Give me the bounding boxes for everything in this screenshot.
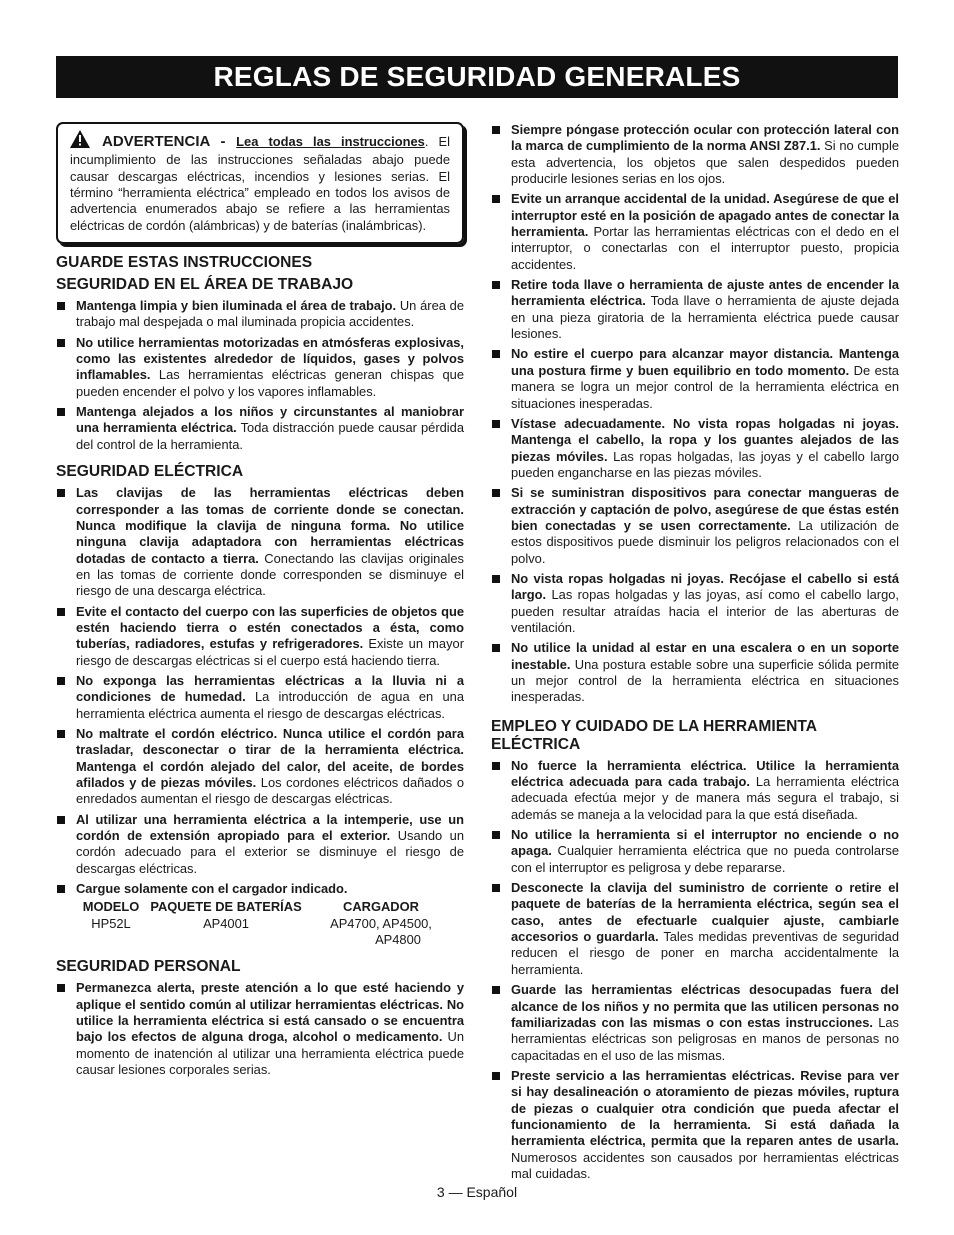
square-bullet-icon	[492, 831, 500, 839]
list-item	[491, 191, 899, 273]
item-text: La herramienta eléctrica adecuada efectúa mejor y de manera más segura el trabajo, si además se maneja a la velocidad para la que está diseñada.	[511, 774, 899, 822]
square-bullet-icon	[492, 986, 500, 994]
square-bullet-icon	[492, 762, 500, 770]
square-bullet-icon	[57, 302, 65, 310]
square-bullet-icon	[57, 339, 65, 347]
item-bold-text: No utilice la herramienta si el interruptor no enciende o no apaga.	[511, 827, 899, 859]
table-header-cell: PAQUETE DE BATERÍAS	[150, 899, 302, 915]
item-bold-text: Mantenga alejados a los niños y circunstantes al maniobrar una herramienta eléctrica.	[76, 404, 464, 436]
item-bold-text: No maltrate el cordón eléctrico. Nunca utilice el cordón para trasladar, desconectar o tirar de la herramienta eléctrica. Mantenga el cordón alejado del calor, del aceite, de bordes afilados y de piezas móviles.	[76, 725, 464, 790]
item-bold-text: No utilice herramientas motorizadas en atmósferas explosivas, como las existentes alrededor de líquidos, gases y polvos inflamables.	[76, 334, 464, 383]
list-item	[491, 416, 899, 481]
item-bold-text: Permanezca alerta, preste atención a lo que esté haciendo y aplique el sentido común al utilizar herramientas eléctricas. No utilice la herramienta eléctrica si está cansado o se encuentra bajo los efectos de alguna droga, alcohol o medicamento.	[76, 980, 464, 1045]
square-bullet-icon	[57, 608, 65, 616]
list-item	[491, 346, 899, 411]
square-bullet-icon	[57, 489, 65, 497]
item-text: Cualquier herramienta eléctrica que no pueda controlarse con el interruptor es peligrosa y debe repararse.	[511, 843, 899, 875]
use-care-list	[491, 758, 899, 1183]
item-text: Los cordones eléctricos dañados o enredados aumentan el riesgo de descargas eléctricas.	[76, 775, 465, 807]
list-item	[56, 812, 464, 877]
item-text: Las ropas holgadas y las joyas, así como el cabello largo, pueden resultar atraídas hacia el interior de las aberturas de ventilación.	[511, 587, 899, 635]
list-item	[491, 640, 899, 705]
item-bold-text: Si se suministran dispositivos para conectar mangueras de extracción y captación de polvo, asegúrese de que éstas estén bien conectadas y se usen correctamente.	[511, 485, 899, 533]
item-text: Las ropas holgadas, las joyas y el cabello largo pueden engancharse en las piezas móviles.	[511, 448, 899, 480]
list-item	[491, 122, 899, 187]
item-text: Un momento de inatención al utilizar una herramienta eléctrica puede causar lesiones corporales serias.	[76, 1029, 464, 1078]
item-text: Usando un cordón adecuado para el exterior se disminuye el riesgo de descargas eléctricas.	[76, 828, 464, 876]
item-text: La utilización de estos dispositivos puede disminuir los peligros relacionados con el polvo.	[511, 517, 900, 566]
square-bullet-icon	[57, 730, 65, 738]
square-bullet-icon	[492, 1072, 500, 1080]
square-bullet-icon	[57, 885, 65, 893]
charger-table	[76, 899, 464, 948]
square-bullet-icon	[492, 195, 500, 203]
warning-text: . El incumplimiento de las instrucciones señaladas abajo puede causar descargas eléctricas, incendios y lesiones serias. El término “herramienta eléctrica” empleado en todos los avisos de advertencia enumerados abajo se refiere a las herramientas eléctricas de cordón (alámbricas) y de baterías (inalámbricas).	[70, 134, 450, 233]
item-text: La introducción de agua en una herramienta eléctrica aumenta el riesgo de descargas eléctricas.	[76, 689, 464, 721]
item-text: Toda distracción puede causar pérdida del control de la herramienta.	[76, 420, 465, 452]
list-item	[56, 335, 464, 400]
list-item	[491, 827, 899, 876]
square-bullet-icon	[492, 644, 500, 652]
item-text: Las herramientas eléctricas generan chispas que pueden encender el polvo y los vapores inflamables.	[76, 367, 464, 399]
list-item	[56, 604, 464, 669]
square-bullet-icon	[492, 575, 500, 583]
table-header-cell: CARGADOR	[343, 899, 419, 915]
list-item	[56, 485, 464, 599]
square-bullet-icon	[57, 816, 65, 824]
table-header	[76, 899, 464, 915]
item-text: Portar las herramientas eléctricas con el dedo en el interruptor, o conectarlas con el interruptor puesto, propicia accidentes.	[511, 224, 899, 272]
table-cell: AP4800	[375, 932, 421, 947]
item-bold-text: No estire el cuerpo para alcanzar mayor distancia. Mantenga una postura firme y buen equilibrio en todo momento.	[511, 346, 899, 378]
warning-triangle-icon	[70, 130, 90, 152]
list-item	[56, 726, 464, 808]
warning-box	[56, 122, 464, 244]
item-bold-text: Las clavijas de las herramientas eléctricas deben corresponder a las tomas de corriente donde se conectan. Nunca modifique la clavija de ninguna forma. No utilice ninguna clavija adaptadora con herramientas eléctricas dotadas de contacto a tierra.	[76, 485, 464, 566]
right-column	[491, 122, 899, 1186]
list-item	[56, 298, 464, 331]
left-column	[56, 122, 464, 1082]
table-cell: HP52L	[91, 915, 131, 931]
section-heading-personal: SEGURIDAD PERSONAL	[56, 958, 241, 976]
square-bullet-icon	[57, 984, 65, 992]
item-text: Tales medidas preventivas de seguridad reducen el riesgo de poner en marcha accidentalmente la herramienta.	[511, 929, 899, 977]
section-heading-work: SEGURIDAD EN EL ÁREA DE TRABAJO	[56, 276, 354, 294]
table-cell: AP4700, AP4500,	[330, 915, 432, 931]
item-bold-text: Preste servicio a las herramientas eléctricas. Revise para ver si hay desalineación o atoramiento de piezas móviles, ruptura de piezas o cualquier otra condición que pueda afectar el funcionamiento de la herramienta. Si está dañada la herramienta eléctrica, permita que la reparen antes de usarla.	[511, 1067, 899, 1149]
item-text: Existe un mayor riesgo de descargas eléctricas si el cuerpo está haciendo tierra.	[76, 636, 464, 668]
warning-link: Lea todas las instrucciones	[236, 134, 425, 149]
list-item	[491, 1068, 899, 1182]
item-text: Una postura estable sobre una superficie sólida permite un mejor control de la herramienta eléctrica en situaciones inesperadas.	[511, 656, 899, 705]
electric-list	[56, 485, 464, 897]
square-bullet-icon	[492, 126, 500, 134]
item-text: Las herramientas eléctricas son peligrosas en manos de personas no capacitadas en el uso de las mismas.	[511, 1014, 899, 1063]
item-text: De esta manera se logra un mejor control de la herramienta eléctrica en situaciones inesperadas.	[511, 362, 899, 411]
item-bold-text: Siempre póngase protección ocular con protección lateral con la marca de cumplimiento de la norma ANSI Z87.1.	[511, 122, 899, 154]
item-bold-text: No exponga las herramientas eléctricas a la lluvia ni a condiciones de humedad.	[76, 672, 464, 705]
list-item	[491, 571, 899, 636]
item-bold-text: No utilice la unidad al estar en una escalera o en un soporte inestable.	[511, 640, 899, 672]
item-text: Un área de trabajo mal despejada o mal iluminada propicia accidentes.	[76, 298, 464, 330]
item-bold-text: No vista ropas holgadas ni joyas. Recójase el cabello si está largo.	[511, 570, 899, 603]
section-heading-electric: SEGURIDAD ELÉCTRICA	[56, 463, 244, 481]
item-text: Numerosos accidentes son causados por herramientas eléctricas mal cuidadas.	[511, 1149, 899, 1181]
section-heading-use-care: EMPLEO Y CUIDADO DE LA HERRAMIENTA ELÉCTRICA	[491, 717, 817, 753]
list-item	[491, 880, 899, 978]
item-bold-text: Al utilizar una herramienta eléctrica a la intemperie, use un cordón de extensión apropiado para el exterior.	[76, 811, 464, 844]
list-item	[491, 758, 899, 823]
square-bullet-icon	[492, 420, 500, 428]
item-text: Conectando las clavijas originales en las tomas de corriente donde corresponden se disminuye el riesgo de una descarga eléctrica.	[76, 550, 464, 599]
square-bullet-icon	[57, 408, 65, 416]
table-header-cell: MODELO	[82, 899, 140, 915]
item-bold-text: No fuerce la herramienta eléctrica. Utilice la herramienta eléctrica adecuada para cada trabajo.	[511, 757, 899, 790]
square-bullet-icon	[57, 677, 65, 685]
item-bold-text: Cargue solamente con el cargador indicado.	[76, 881, 348, 897]
warning-heading: ADVERTENCIA -	[70, 133, 236, 150]
page-footer: 3 — Español	[436, 1184, 518, 1200]
section-heading-save: GUARDE ESTAS INSTRUCCIONES	[56, 254, 313, 272]
item-bold-text: Evite el contacto del cuerpo con las superficies de objetos que estén haciendo tierra o estén conectados a ésta, como tuberías, radiadores, estufas y refrigeradores.	[76, 603, 464, 652]
square-bullet-icon	[492, 884, 500, 892]
list-item	[491, 277, 899, 342]
table-cell	[146, 932, 306, 948]
personal-list	[56, 980, 464, 1078]
list-item	[56, 673, 464, 722]
table-row	[76, 932, 464, 948]
list-item	[56, 881, 464, 897]
page-title: REGLAS DE SEGURIDAD GENERALES	[56, 56, 898, 98]
table-cell	[76, 932, 146, 948]
item-bold-text: Desconecte la clavija del suministro de corriente o retire el paquete de baterías de la herramienta eléctrica, según sea el caso, antes de efectuarle cualquier ajuste, cambiarle accesorios o guardarla.	[511, 880, 899, 945]
table-cell: AP4001	[203, 915, 249, 931]
list-item	[491, 982, 899, 1064]
work-list	[56, 298, 464, 453]
square-bullet-icon	[492, 281, 500, 289]
item-bold-text: Evite un arranque accidental de la unidad. Asegúrese de que el interruptor esté en la posición de apagado antes de conectar la herramienta.	[511, 191, 899, 240]
item-text: Si no cumple esta advertencia, los objetos que salen despedidos pueden producirle lesiones serias en los ojos.	[511, 138, 899, 187]
personal-list-continued	[491, 122, 899, 706]
square-bullet-icon	[492, 489, 500, 497]
item-bold-text: Vístase adecuadamente. No vista ropas holgadas ni joyas. Mantenga el cabello, la ropa y los guantes alejados de las piezas móviles.	[511, 415, 899, 464]
item-bold-text: Mantenga limpia y bien iluminada el área de trabajo.	[76, 298, 397, 314]
item-bold-text: Guarde las herramientas eléctricas desocupadas fuera del alcance de los niños y no permita que las utilicen personas no familiarizadas con las mismas o con estas instrucciones.	[511, 982, 899, 1030]
list-item	[56, 980, 464, 1078]
list-item	[491, 485, 899, 567]
item-text: Toda llave o herramienta de ajuste dejada en una pieza giratoria de la herramienta eléctrica puede causar lesiones.	[511, 293, 899, 342]
square-bullet-icon	[492, 350, 500, 358]
table-row	[76, 916, 464, 932]
item-bold-text: Retire toda llave o herramienta de ajuste antes de encender la herramienta eléctrica.	[511, 277, 899, 309]
list-item	[56, 404, 464, 453]
